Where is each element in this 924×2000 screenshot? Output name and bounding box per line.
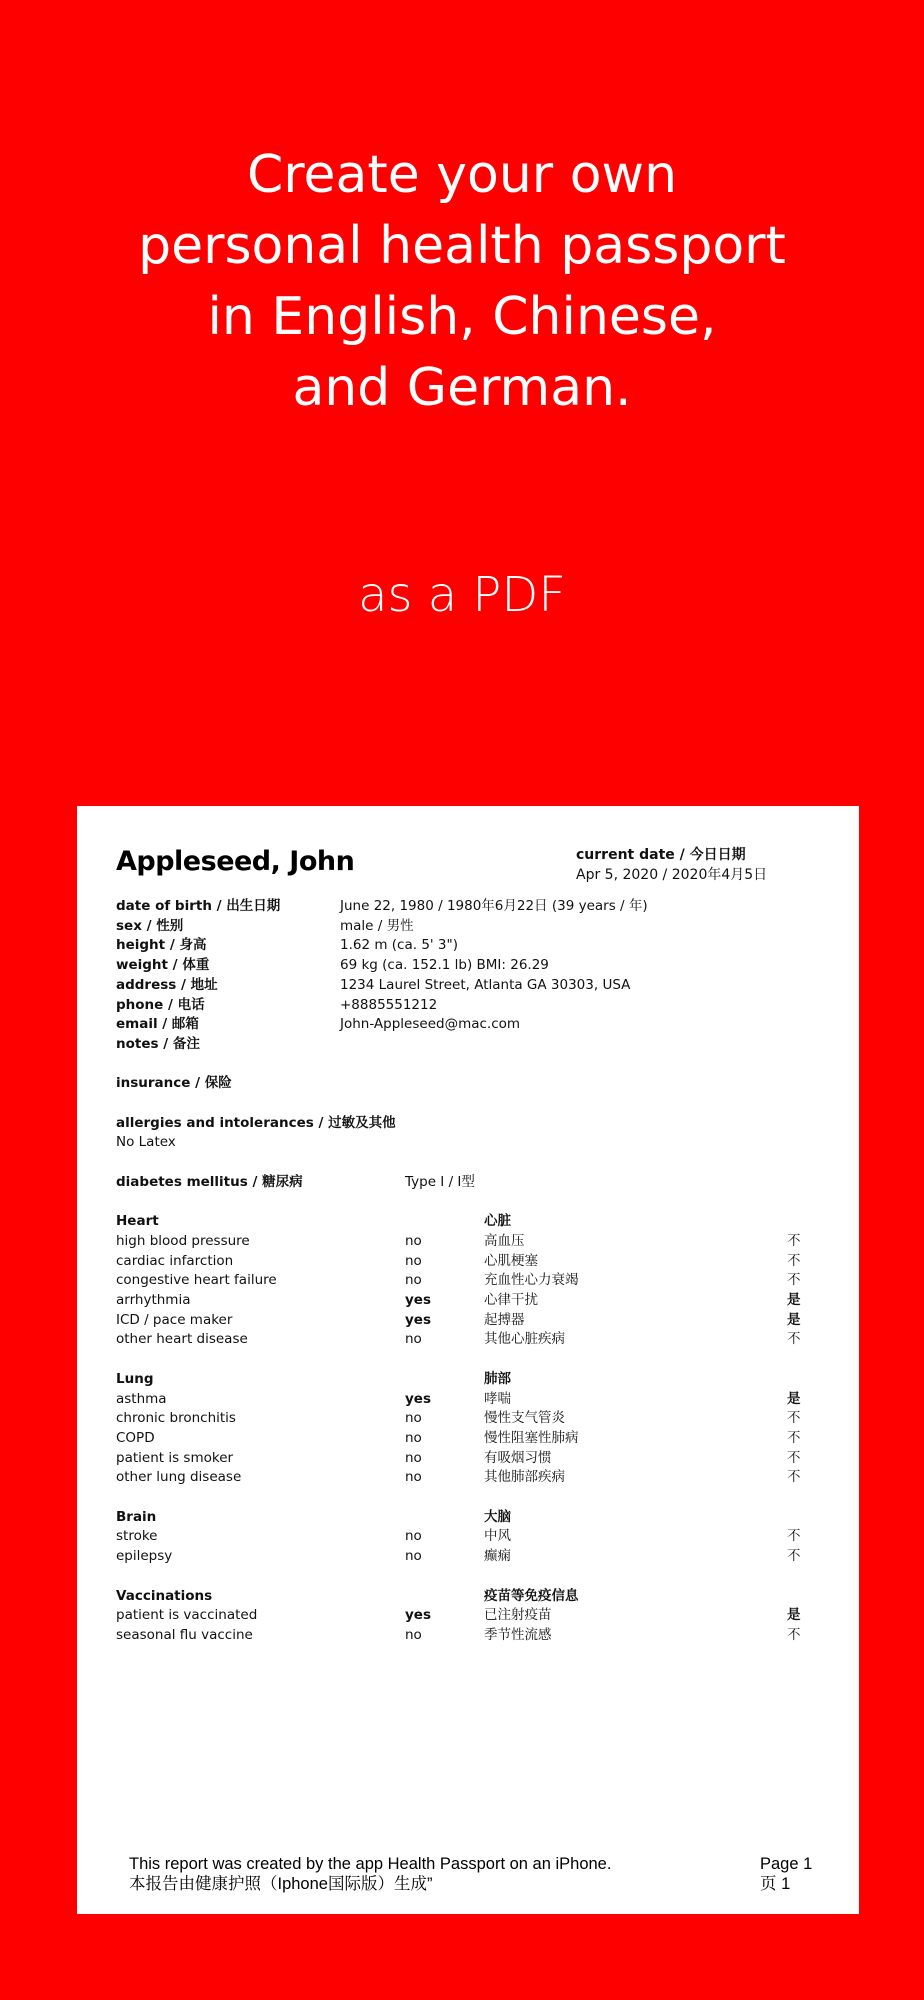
personal-row [116,975,816,995]
headline-line: and German. [292,358,632,418]
headline [0,140,924,424]
field-label: notes / 备注 [116,1035,200,1052]
condition-row [116,1270,816,1290]
section-title-en: Heart [116,1213,159,1230]
section-header [116,1507,816,1527]
condition-answer-zh: 不 [787,1331,801,1348]
condition-en: other lung disease [116,1469,242,1486]
condition-en: high blood pressure [116,1232,250,1249]
condition-zh: 心律干扰 [484,1292,538,1308]
section-title-zh: 肺部 [484,1370,511,1387]
section-title-en: Brain [116,1508,157,1525]
condition-answer-zh: 是 [787,1607,801,1624]
personal-row [116,1014,816,1034]
condition-answer: no [405,1429,422,1446]
footer-line-en: This report was created by the app Health Passport on an iPhone. [129,1855,612,1873]
condition-zh: 充血性心力衰竭 [484,1272,579,1289]
field-label: height / 身高 [116,937,207,954]
allergies-value-row [116,1132,816,1152]
field-label: phone / 电话 [116,996,205,1013]
condition-row [116,1448,816,1468]
condition-row [116,1467,816,1487]
condition-row [116,1526,816,1546]
page-number [760,1854,812,1894]
condition-answer: yes [405,1607,431,1624]
condition-zh: 慢性支气管炎 [484,1410,565,1427]
section-title-zh: 疫苗等免疫信息 [484,1587,579,1604]
condition-row [116,1546,816,1566]
field-value: 69 kg (ca. 152.1 lb) BMI: 26.29 [340,957,549,974]
section-title-zh: 大脑 [484,1508,511,1525]
headline-line: Create your own [246,145,678,205]
condition-answer: no [405,1528,422,1545]
condition-answer: no [405,1449,422,1466]
condition-answer-zh: 不 [787,1548,801,1565]
condition-answer: no [405,1410,422,1427]
personal-row [116,916,816,936]
condition-answer: no [405,1548,422,1565]
condition-answer-zh: 不 [787,1449,801,1466]
allergies-value: No Latex [116,1134,176,1151]
condition-en: epilepsy [116,1548,173,1565]
condition-en: arrhythmia [116,1292,191,1308]
condition-row [116,1605,816,1625]
page-number-en: Page 1 [760,1855,813,1873]
footer-line-zh: 本报告由健康护照（Iphone国际版）生成” [129,1875,433,1893]
headline-line: in English, Chinese, [207,287,717,347]
personal-row [116,1034,816,1054]
condition-en: chronic bronchitis [116,1410,236,1427]
condition-zh: 哮喘 [484,1390,511,1407]
field-value: 1234 Laurel Street, Atlanta GA 30303, USA [340,976,631,993]
condition-en: congestive heart failure [116,1272,277,1289]
condition-en: stroke [116,1528,158,1545]
patient-name: Appleseed, John [116,846,355,877]
field-label: date of birth / 出生日期 [116,898,281,914]
condition-zh: 慢性阻塞性肺病 [484,1429,579,1446]
condition-en: patient is vaccinated [116,1607,258,1624]
condition-answer: yes [405,1311,431,1328]
diabetes-value: Type I / I型 [405,1173,475,1190]
condition-zh: 有吸烟习惯 [484,1449,552,1466]
condition-answer-zh: 不 [787,1272,801,1289]
allergies-label: allergies and intolerances / 过敏及其他 [116,1114,396,1131]
page-number-zh: 页 1 [760,1875,791,1893]
condition-answer-zh: 是 [787,1311,801,1328]
condition-en: cardiac infarction [116,1252,234,1269]
condition-row [116,1408,816,1428]
condition-answer-zh: 不 [787,1429,801,1446]
field-value: 1.62 m (ca. 5' 3") [340,937,458,954]
condition-answer: no [405,1252,422,1269]
diabetes-row [116,1172,816,1192]
condition-answer-zh: 不 [787,1626,801,1643]
report-footer [129,1854,611,1894]
condition-zh: 中风 [484,1528,511,1545]
condition-en: seasonal flu vaccine [116,1626,253,1643]
headline-line: personal health passport [138,216,786,276]
condition-en: patient is smoker [116,1449,234,1466]
condition-row [116,1231,816,1251]
condition-en: other heart disease [116,1331,248,1348]
field-value: +8885551212 [340,996,438,1013]
condition-answer: no [405,1272,422,1289]
condition-zh: 其他肺部疾病 [484,1469,565,1486]
condition-row [116,1329,816,1349]
condition-answer: yes [405,1390,431,1407]
condition-row [116,1389,816,1409]
field-label: email / 邮箱 [116,1016,199,1033]
condition-zh: 起搏器 [484,1311,525,1328]
field-label: address / 地址 [116,976,218,993]
condition-answer: no [405,1232,422,1249]
field-value: June 22, 1980 / 1980年6月22日 (39 years / 年) [340,898,648,914]
field-value: John-Appleseed@mac.com [340,1016,521,1033]
diabetes-label: diabetes mellitus / 糖尿病 [116,1173,303,1190]
current-date-label: current date / 今日日期 [576,847,746,863]
condition-row [116,1290,816,1310]
condition-answer-zh: 不 [787,1252,801,1269]
subline: as a PDF [358,567,566,623]
condition-en: ICD / pace maker [116,1311,233,1328]
condition-answer: no [405,1469,422,1486]
allergies-label-row [116,1113,816,1133]
condition-answer: yes [405,1292,431,1308]
personal-row [116,995,816,1015]
condition-zh: 癫痫 [484,1548,511,1565]
condition-zh: 心肌梗塞 [484,1252,538,1269]
condition-row [116,1625,816,1645]
condition-answer-zh: 是 [787,1390,801,1407]
condition-answer-zh: 不 [787,1232,801,1249]
condition-answer-zh: 不 [787,1469,801,1486]
personal-row [116,896,816,916]
section-title-zh: 心脏 [484,1213,511,1230]
field-label: sex / 性别 [116,917,184,934]
condition-row [116,1428,816,1448]
condition-en: COPD [116,1429,155,1446]
insurance-label: insurance / 保险 [116,1075,232,1092]
condition-answer: no [405,1626,422,1643]
section-header [116,1369,816,1389]
section-title-en: Vaccinations [116,1587,213,1604]
field-value: male / 男性 [340,917,414,934]
insurance-row [116,1073,816,1093]
personal-row [116,935,816,955]
condition-row [116,1251,816,1271]
condition-row [116,1310,816,1330]
condition-answer-zh: 不 [787,1410,801,1427]
section-title-en: Lung [116,1370,154,1387]
condition-zh: 其他心脏疾病 [484,1331,565,1348]
section-header [116,1211,816,1231]
personal-row [116,955,816,975]
section-header [116,1586,816,1606]
condition-answer: no [405,1331,422,1348]
condition-zh: 已注射疫苗 [484,1607,552,1624]
field-label: weight / 体重 [116,957,210,974]
condition-zh: 高血压 [484,1232,525,1249]
condition-zh: 季节性流感 [484,1626,552,1643]
condition-en: asthma [116,1390,167,1407]
pdf-page [77,806,859,1914]
current-date-value: Apr 5, 2020 / 2020年4月5日 [576,867,768,883]
condition-answer-zh: 不 [787,1528,801,1545]
condition-answer-zh: 是 [787,1292,801,1308]
